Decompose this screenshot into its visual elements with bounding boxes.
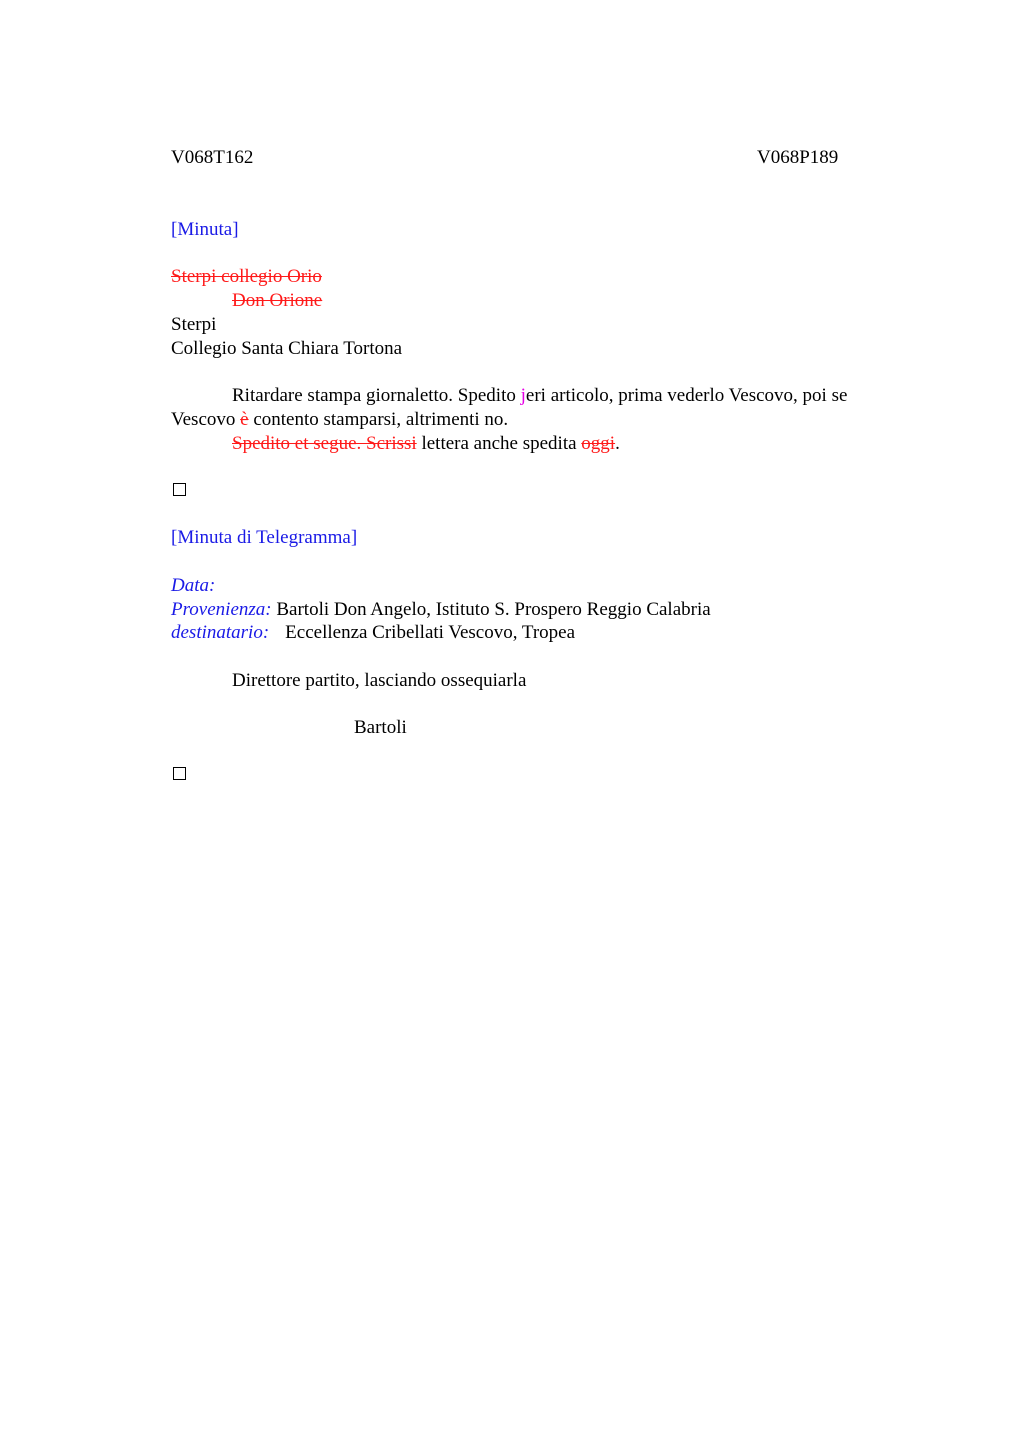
body-text: eri articolo, prima vederlo Vescovo, poi se [525, 385, 848, 406]
recipient-value: Eccellenza Cribellati Vescovo, Tropea [285, 622, 576, 643]
body-text: Ritardare stampa giornaletto. Spedito [232, 385, 521, 406]
insertion-mark: j [520, 385, 526, 406]
recipient-line [171, 621, 575, 645]
telegram-heading: [Minuta di Telegramma] [171, 527, 358, 548]
square-box-icon [173, 483, 186, 496]
deleted-recipient-line: Don Orione [232, 290, 323, 311]
square-box-icon [173, 767, 186, 780]
body-line-2 [171, 408, 508, 432]
deletion-mark: Spedito et segue. Scrissi [232, 433, 417, 454]
minuta-heading: [Minuta] [171, 219, 239, 240]
body-line-1 [232, 384, 847, 408]
origin-value: Bartoli Don Angelo, Istituto S. Prospero Reggio Calabria [271, 599, 711, 620]
recipient-label: destinatario: [171, 622, 270, 643]
deletion-mark: oggi [581, 433, 616, 454]
body-text: contento stamparsi, altrimenti no. [248, 409, 509, 430]
left-code: V068T162 [171, 147, 254, 168]
address-place: Collegio Santa Chiara Tortona [171, 338, 403, 359]
deleted-address-line: Sterpi collegio Orio [171, 266, 322, 287]
right-code: V068P189 [757, 147, 839, 168]
origin-label: Provenienza: [171, 599, 272, 620]
body-text: lettera anche spedita [416, 433, 582, 454]
date-label: Data: [171, 575, 216, 596]
body-text: . [615, 433, 620, 454]
deletion-mark: è [240, 409, 249, 430]
telegram-body: Direttore partito, lasciando ossequiarla [232, 670, 527, 691]
origin-line [171, 598, 711, 622]
signature: Bartoli [354, 717, 407, 738]
body-text: Vescovo [171, 409, 241, 430]
body-line-3 [232, 432, 620, 456]
address-name: Sterpi [171, 314, 217, 335]
